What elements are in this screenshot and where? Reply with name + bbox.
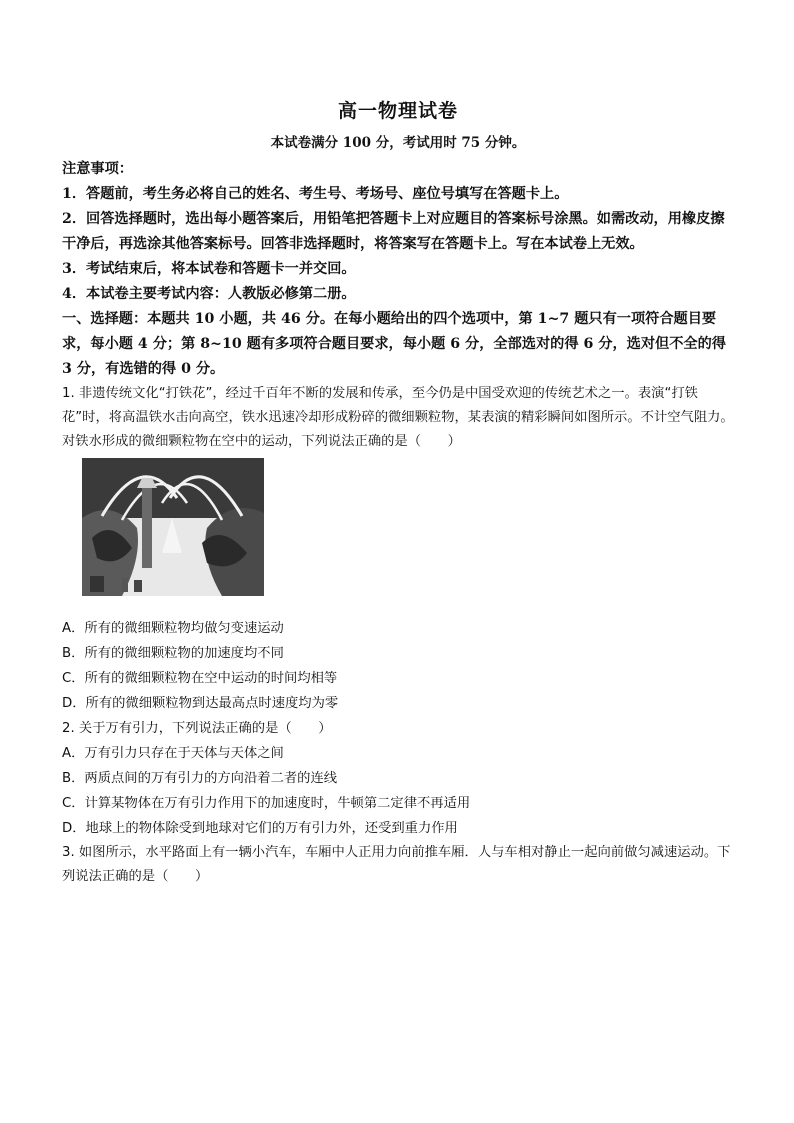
notice-heading: 注意事项： bbox=[62, 161, 133, 177]
question-1-option-d: D．所有的微细颗粒物到达最高点时速度均为零 bbox=[62, 696, 339, 711]
notice-item: 1．答题前，考生务必将自己的姓名、考生号、考场号、座位号填写在答题卡上。 bbox=[62, 186, 569, 202]
question-2-option-b: B．两质点间的万有引力的方向沿着二者的连线 bbox=[62, 771, 338, 786]
notice-item: 2．回答选择题时，选出每小题答案后，用铅笔把答题卡上对应题目的答案标号涂黑。如需改动，用橡皮擦干净后，再选涂其他答案标号。回答非选择题时，将答案写在答题卡上。写在本试卷上无效。 bbox=[62, 211, 725, 252]
question-1-option-b: B．所有的微细颗粒物的加速度均不同 bbox=[62, 646, 284, 661]
question-1-option-a: A．所有的微细颗粒物均做匀变速运动 bbox=[62, 621, 284, 636]
question-3-stem: 3. 如图所示，水平路面上有一辆小汽车，车厢中人正用力向前推车厢．人与车相对静止一起向前做匀减速运动。下列说法正确的是（ ） bbox=[62, 845, 731, 884]
exam-page bbox=[62, 96, 734, 889]
page-title: 高一物理试卷 bbox=[337, 100, 458, 122]
question-2-stem: 2. 关于万有引力，下列说法正确的是（ ） bbox=[62, 721, 332, 736]
iron-flower-photo bbox=[82, 458, 264, 596]
notice-item: 4．本试卷主要考试内容：人教版必修第二册。 bbox=[62, 286, 356, 302]
section-instruction: 一、选择题：本题共 10 小题，共 46 分。在每小题给出的四个选项中，第 1~7 题只有一项符合题目要求，每小题 4 分；第 8~10 题有多项符合题目要求，每小题 6 分，全部选对的得 6 分，选对但不全的得 3 分，有选错的得 0 分。 bbox=[62, 311, 726, 377]
notice-item: 3．考试结束后，将本试卷和答题卡一并交回。 bbox=[62, 261, 356, 277]
question-2-option-c: C．计算某物体在万有引力作用下的加速度时，牛顿第二定律不再适用 bbox=[62, 796, 471, 811]
exam-info: 本试卷满分 100 分，考试用时 75 分钟。 bbox=[270, 135, 526, 151]
question-1-stem: 1. 非遗传统文化“打铁花”，经过千百年不断的发展和传承，至今仍是中国受欢迎的传统艺术之一。表演“打铁花”时，将高温铁水击向高空，铁水迅速冷却形成粉碎的微细颗粒物，某表演的精彩瞬间如图所示。不计空气阻力。对铁水形成的微细颗粒物在空中的运动，下列说法正确的是（ ） bbox=[62, 386, 734, 449]
question-2-option-a: A．万有引力只存在于天体与天体之间 bbox=[62, 746, 284, 761]
question-2-option-d: D．地球上的物体除受到地球对它们的万有引力外，还受到重力作用 bbox=[62, 821, 458, 836]
question-1-option-c: C．所有的微细颗粒物在空中运动的时间均相等 bbox=[62, 671, 338, 686]
